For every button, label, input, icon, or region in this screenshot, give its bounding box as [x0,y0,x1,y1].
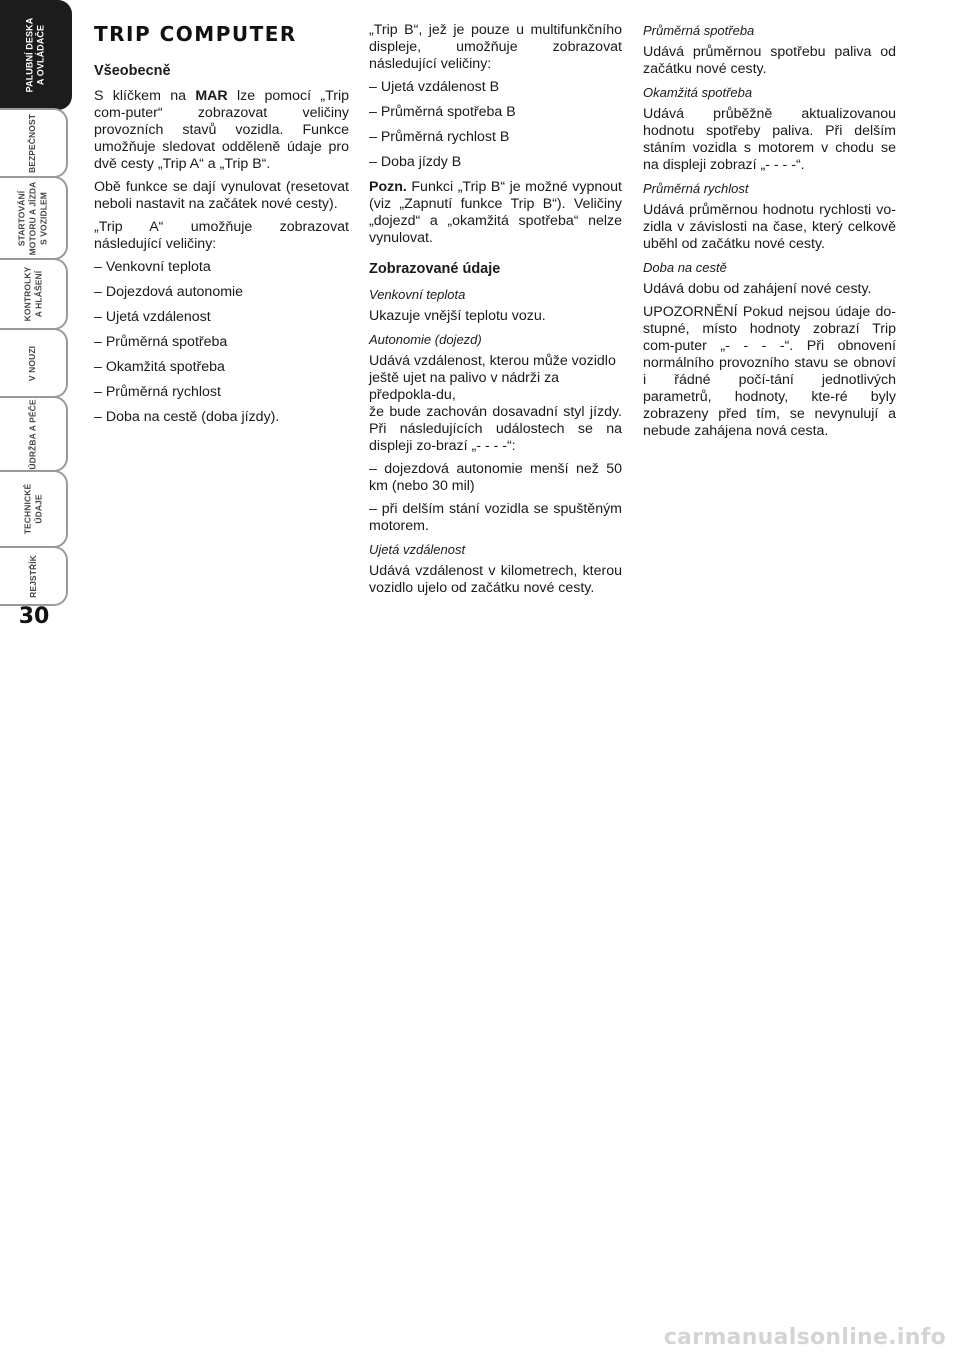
tab-palubni-deska[interactable] [0,0,72,110]
paragraph: Udává průměrnou hodnotu rychlosti vo-zidla v závislosti na čase, který celkově uběhl od začátku nové cesty. [643,202,896,252]
paragraph: Udává průběžně aktualizovanou hodnotu spotřeby paliva. Při delším stáním vozidla s motorem v chodu se na displeji zobrazí „- - - -“. [643,106,896,173]
section-heading: Zobrazované údaje [369,261,501,277]
watermark: carmanualsonline.info [663,1325,946,1350]
subsection-title: Ujetá vzdálenost [369,542,466,557]
note-label: Pozn. [369,179,407,195]
text: Funkci „Trip B“ je možné vypnout (viz „Zapnutí funkce Trip B“). Veličiny „dojezd“ a „okamžitá spotřeba“ nelze vynulovat. [369,179,622,246]
paragraph [94,88,349,173]
list-item: – Doba na cestě (doba jízdy). [94,409,280,425]
tab-label: ÚDRŽBA A PÉČE [27,398,38,470]
subsection-title: Autonomie (dojezd) [369,332,482,347]
list-item: – Doba jízdy B [369,154,462,170]
list-item: – Ujetá vzdálenost B [369,79,500,95]
tab-technicke-udaje[interactable] [0,470,68,548]
tab-label: PALUBNÍ DESKA A OVLÁDAČE [24,17,46,93]
column-1 [94,22,349,434]
list-item: – Venkovní teplota [94,259,211,275]
list-item: – dojezdová autonomie menší než 50 km (nebo 30 mil) [369,461,622,494]
chapter-tabs [0,0,74,640]
paragraph: Udává vzdálenost v kilometrech, kterou vozidlo ujelo od začátku nové cesty. [369,563,622,596]
list-item: – Průměrná spotřeba B [369,104,516,120]
note-paragraph [369,179,622,247]
text: lze pomocí „Trip com-puter“ zobrazovat veličiny provozních stavů vozidla. Funkce umožňuje sledovat odděleně údaje pro dvě cesty „Trip A“ a „Trip B“. [94,88,349,172]
tab-udrzba[interactable] [0,396,68,472]
text: S klíčkem na [94,88,196,104]
tab-rejstrik[interactable] [0,546,68,606]
paragraph: „Trip A“ umožňuje zobrazovat následující veličiny: [94,219,349,252]
paragraph: Udává vzdálenost, kterou může vozidlo ještě ujet na palivo v nádrži za předpokla-du, [369,353,616,403]
subsection-title: Okamžitá spotřeba [643,85,753,100]
tab-startovani[interactable] [0,176,68,260]
tab-label: KONTROLKY A HLÁŠENÍ [21,266,43,322]
paragraph: Udává dobu od zahájení nové cesty. [643,281,872,297]
warning-paragraph: UPOZORNĚNÍ Pokud nejsou údaje do-stupné, místo hodnoty zobrazí Trip com-puter „- - - -“. Při obnovení normálního provozního stavu se obnoví i řádné počí-tání jednotlivých parametrů, hodnoty, kte-ré byly zobrazeny před tím, se nevynulují a nebude zahájena nová cesta. [643,304,896,439]
tab-label: TECHNICKÉ ÚDAJE [22,483,43,535]
list-item: – Průměrná spotřeba [94,334,228,350]
keyword-mar: MAR [195,88,228,104]
tab-label: REJSTŘÍK [27,554,38,598]
tab-bezpecnost[interactable] [0,108,68,178]
list-item: – Průměrná rychlost [94,384,221,400]
list-item: – při delším stání vozidla se spuštěným motorem. [369,501,622,534]
tab-label: STARTOVÁNÍ MOTORU A JÍZDA S VOZIDLEM [16,181,49,255]
subsection-title: Průměrná rychlost [643,181,749,196]
tab-v-nouzi[interactable] [0,328,68,398]
subsection-title: Průměrná spotřeba [643,23,755,38]
paragraph: Ukazuje vnější teplotu vozu. [369,308,546,324]
tab-label: V NOUZI [27,345,38,381]
list-item: – Dojezdová autonomie [94,284,244,300]
page-number: 30 [18,604,50,629]
tab-label: BEZPEČNOST [27,113,38,173]
paragraph: Udává průměrnou spotřebu paliva od začátku nové cesty. [643,44,896,77]
section-heading: Všeobecně [94,63,171,79]
page-title: TRIP COMPUTER [94,22,297,46]
column-2 [369,22,622,603]
list-item: – Průměrná rychlost B [369,129,510,145]
column-3 [643,22,896,446]
paragraph: Obě funkce se dají vynulovat (resetovat neboli nastavit na začátek nové cesty). [94,179,349,212]
subsection-title: Venkovní teplota [369,287,466,302]
list-item: – Okamžitá spotřeba [94,359,225,375]
tab-kontrolky[interactable] [0,258,68,330]
paragraph: „Trip B“, jež je pouze u multifunkčního displeje, umožňuje zobrazovat následující veličiny: [369,22,622,72]
subsection-title: Doba na cestě [643,260,727,275]
list-item: – Ujetá vzdálenost [94,309,211,325]
paragraph: že bude zachován dosavadní styl jízdy. Při následujících událostech se na displeji zo-brazí „- - - -“: [369,404,622,454]
